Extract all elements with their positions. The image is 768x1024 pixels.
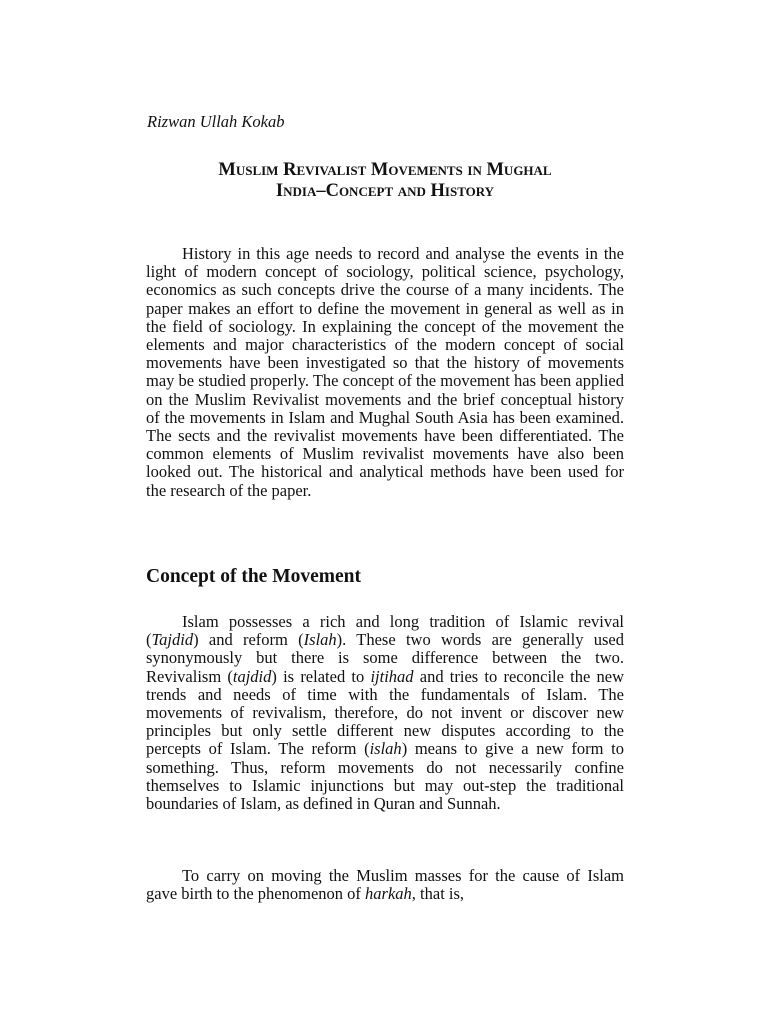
body-paragraph-2 (146, 867, 624, 903)
italic-term: Tajdid (151, 630, 194, 650)
text-run: and tries to reconcile the new trends and needs of time with the fundamentals of Islam. The movements of revivalism, therefore, do not invent or discover new principles but only settle different new disputes according to the percepts of Islam. The reform ( (146, 666, 625, 759)
section-heading: Concept of the Movement (146, 566, 361, 587)
title-line-1: Muslim Revivalist Movements in Mughal (218, 160, 552, 180)
text-run: , that is, (411, 884, 465, 904)
paper-title (130, 160, 640, 202)
text-run: ) and reform ( (193, 630, 304, 650)
italic-term: harkah (365, 884, 412, 904)
text-run: ). These two words are generally used synonymously but there is some difference between the two. Revivalism ( (146, 630, 624, 686)
text-run: To carry on moving the Muslim masses for the cause of Islam gave birth to the phenomenon of (146, 866, 624, 904)
body-paragraph-1 (146, 613, 624, 813)
text-run: ) is related to (271, 666, 371, 686)
abstract-paragraph: History in this age needs to record and analyse the events in the light of modern concept of sociology, political science, psychology, economics as such concepts drive the course of a many incidents. The paper makes an effort to define the movement in general as well as in the field of sociology. In explaining the concept of the movement the elements and major characteristics of the modern concept of social movements have been investigated so that the history of movements may be studied properly. The concept of the movement has been applied on the Muslim Revivalist movements and the brief conceptual history of the movements in Islam and Mughal South Asia has been examined. The sects and the revivalist movements have been differentiated. The common elements of Muslim revivalist movements have also been looked out. The historical and analytical methods have been used for the research of the paper. (146, 244, 624, 500)
italic-term: ijtihad (370, 666, 414, 686)
italic-term: Islah (303, 630, 337, 650)
text-run: ) means to give a new form to something. Thus, reform movements do not necessarily confine themselves to Islamic injunctions but may out-step the traditional boundaries of Islam, as defined in Quran and Sunnah. (146, 739, 624, 814)
author-name: Rizwan Ullah Kokab (147, 112, 285, 131)
title-line-2: India–Concept and History (275, 181, 495, 201)
italic-term: islah (369, 739, 402, 759)
text-run: Islam possesses a rich and long tradition of Islamic revival ( (146, 612, 624, 650)
italic-term: tajdid (232, 666, 272, 686)
